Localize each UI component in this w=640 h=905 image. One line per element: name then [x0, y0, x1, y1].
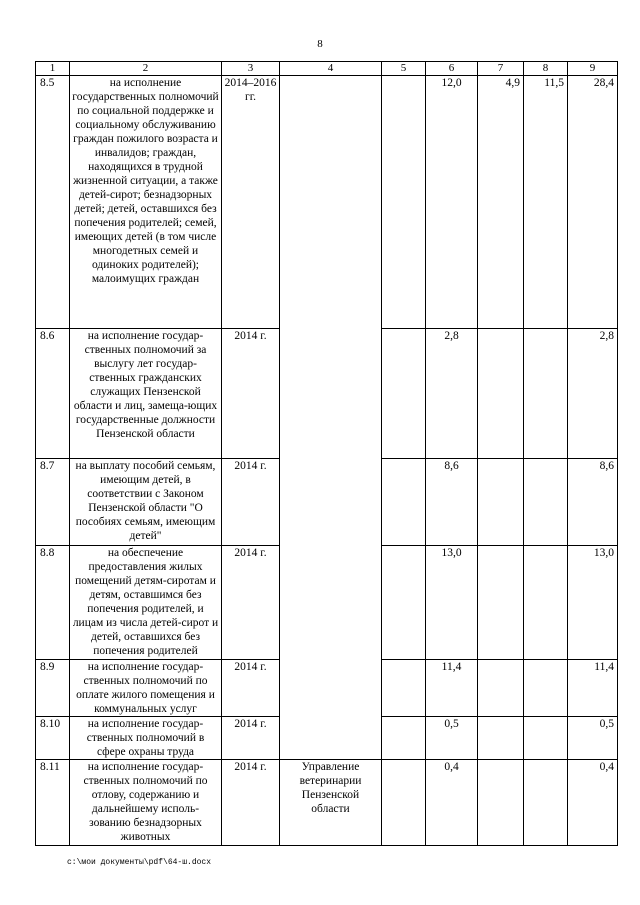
- value-col6: 13,0: [426, 546, 478, 660]
- col5-cell: [382, 459, 426, 546]
- value-col7: [478, 717, 524, 760]
- value-col8: [524, 459, 568, 546]
- value-col6: 8,6: [426, 459, 478, 546]
- item-description: на исполнение государ-ственных полномочий за выслугу лет государ-ственных гражданских служащих Пензенской области и лиц, замеща-ющих государственные должности Пензенской области: [70, 329, 222, 459]
- value-col8: 11,5: [524, 76, 568, 329]
- item-number: 8.7: [36, 459, 70, 546]
- value-col7: [478, 760, 524, 846]
- col5-cell: [382, 717, 426, 760]
- item-period: 2014 г.: [222, 660, 280, 717]
- item-number: 8.5: [36, 76, 70, 329]
- value-col9: 2,8: [568, 329, 618, 459]
- item-period: 2014 г.: [222, 329, 280, 459]
- value-col8: [524, 329, 568, 459]
- value-col9: 8,6: [568, 459, 618, 546]
- table-row: [36, 760, 618, 846]
- header-cell: 4: [280, 62, 382, 76]
- file-path-footer: c:\мои документы\pdf\64-ш.docx: [67, 858, 212, 867]
- value-col8: [524, 660, 568, 717]
- header-cell: 3: [222, 62, 280, 76]
- col5-cell: [382, 660, 426, 717]
- value-col6: 11,4: [426, 660, 478, 717]
- budget-table: [35, 61, 618, 846]
- executor-cell: [280, 76, 382, 760]
- value-col7: 4,9: [478, 76, 524, 329]
- value-col9: 13,0: [568, 546, 618, 660]
- item-period: 2014 г.: [222, 760, 280, 846]
- value-col6: 12,0: [426, 76, 478, 329]
- item-period: 2014 г.: [222, 546, 280, 660]
- value-col7: [478, 459, 524, 546]
- header-row: [36, 62, 618, 76]
- header-cell: 7: [478, 62, 524, 76]
- item-number: 8.11: [36, 760, 70, 846]
- item-number: 8.9: [36, 660, 70, 717]
- value-col9: 0,5: [568, 717, 618, 760]
- header-cell: 1: [36, 62, 70, 76]
- item-number: 8.10: [36, 717, 70, 760]
- value-col9: 0,4: [568, 760, 618, 846]
- value-col6: 0,5: [426, 717, 478, 760]
- col5-cell: [382, 76, 426, 329]
- col5-cell: [382, 329, 426, 459]
- value-col6: 2,8: [426, 329, 478, 459]
- value-col7: [478, 546, 524, 660]
- header-cell: 5: [382, 62, 426, 76]
- col5-cell: [382, 760, 426, 846]
- item-description: на выплату пособий семьям, имеющим детей, в соответствии с Законом Пензенской области "О пособиях семьям, имеющим детей": [70, 459, 222, 546]
- value-col7: [478, 660, 524, 717]
- header-cell: 2: [70, 62, 222, 76]
- item-period: 2014 г.: [222, 459, 280, 546]
- header-cell: 8: [524, 62, 568, 76]
- executor-cell: Управление ветеринарии Пензенской области: [280, 760, 382, 846]
- item-period: 2014 г.: [222, 717, 280, 760]
- item-number: 8.8: [36, 546, 70, 660]
- table-row: [36, 76, 618, 329]
- item-description: на исполнение государ-ственных полномочий по оплате жилого помещения и коммунальных услуг: [70, 660, 222, 717]
- value-col8: [524, 717, 568, 760]
- header-cell: 6: [426, 62, 478, 76]
- item-period: 2014–2016 гг.: [222, 76, 280, 329]
- item-description: на исполнение государ-ственных полномочий по отлову, содержанию и дальнейшему исполь-зованию безнадзорных животных: [70, 760, 222, 846]
- item-description: на исполнение государственных полномочий по социальной поддержке и социальному обслуживанию граждан пожилого возраста и инвалидов; граждан, находящихся в трудной жизненной ситуации, а также детей-сирот; безнадзорных детей; детей, оставшихся без попечения родителей; семей, имеющих детей (в том числе многодетных семей и одиноких родителей); малоимущих граждан: [70, 76, 222, 329]
- page-number: 8: [317, 38, 323, 50]
- value-col8: [524, 546, 568, 660]
- header-cell: 9: [568, 62, 618, 76]
- value-col6: 0,4: [426, 760, 478, 846]
- item-number: 8.6: [36, 329, 70, 459]
- value-col8: [524, 760, 568, 846]
- item-description: на обеспечение предоставления жилых помещений детям-сиротам и детям, оставшимся без попечения родителей, и лицам из числа детей-сирот и детей, оставшихся без попечения родителей: [70, 546, 222, 660]
- value-col9: 11,4: [568, 660, 618, 717]
- value-col7: [478, 329, 524, 459]
- col5-cell: [382, 546, 426, 660]
- value-col9: 28,4: [568, 76, 618, 329]
- item-description: на исполнение государ-ственных полномочий в сфере охраны труда: [70, 717, 222, 760]
